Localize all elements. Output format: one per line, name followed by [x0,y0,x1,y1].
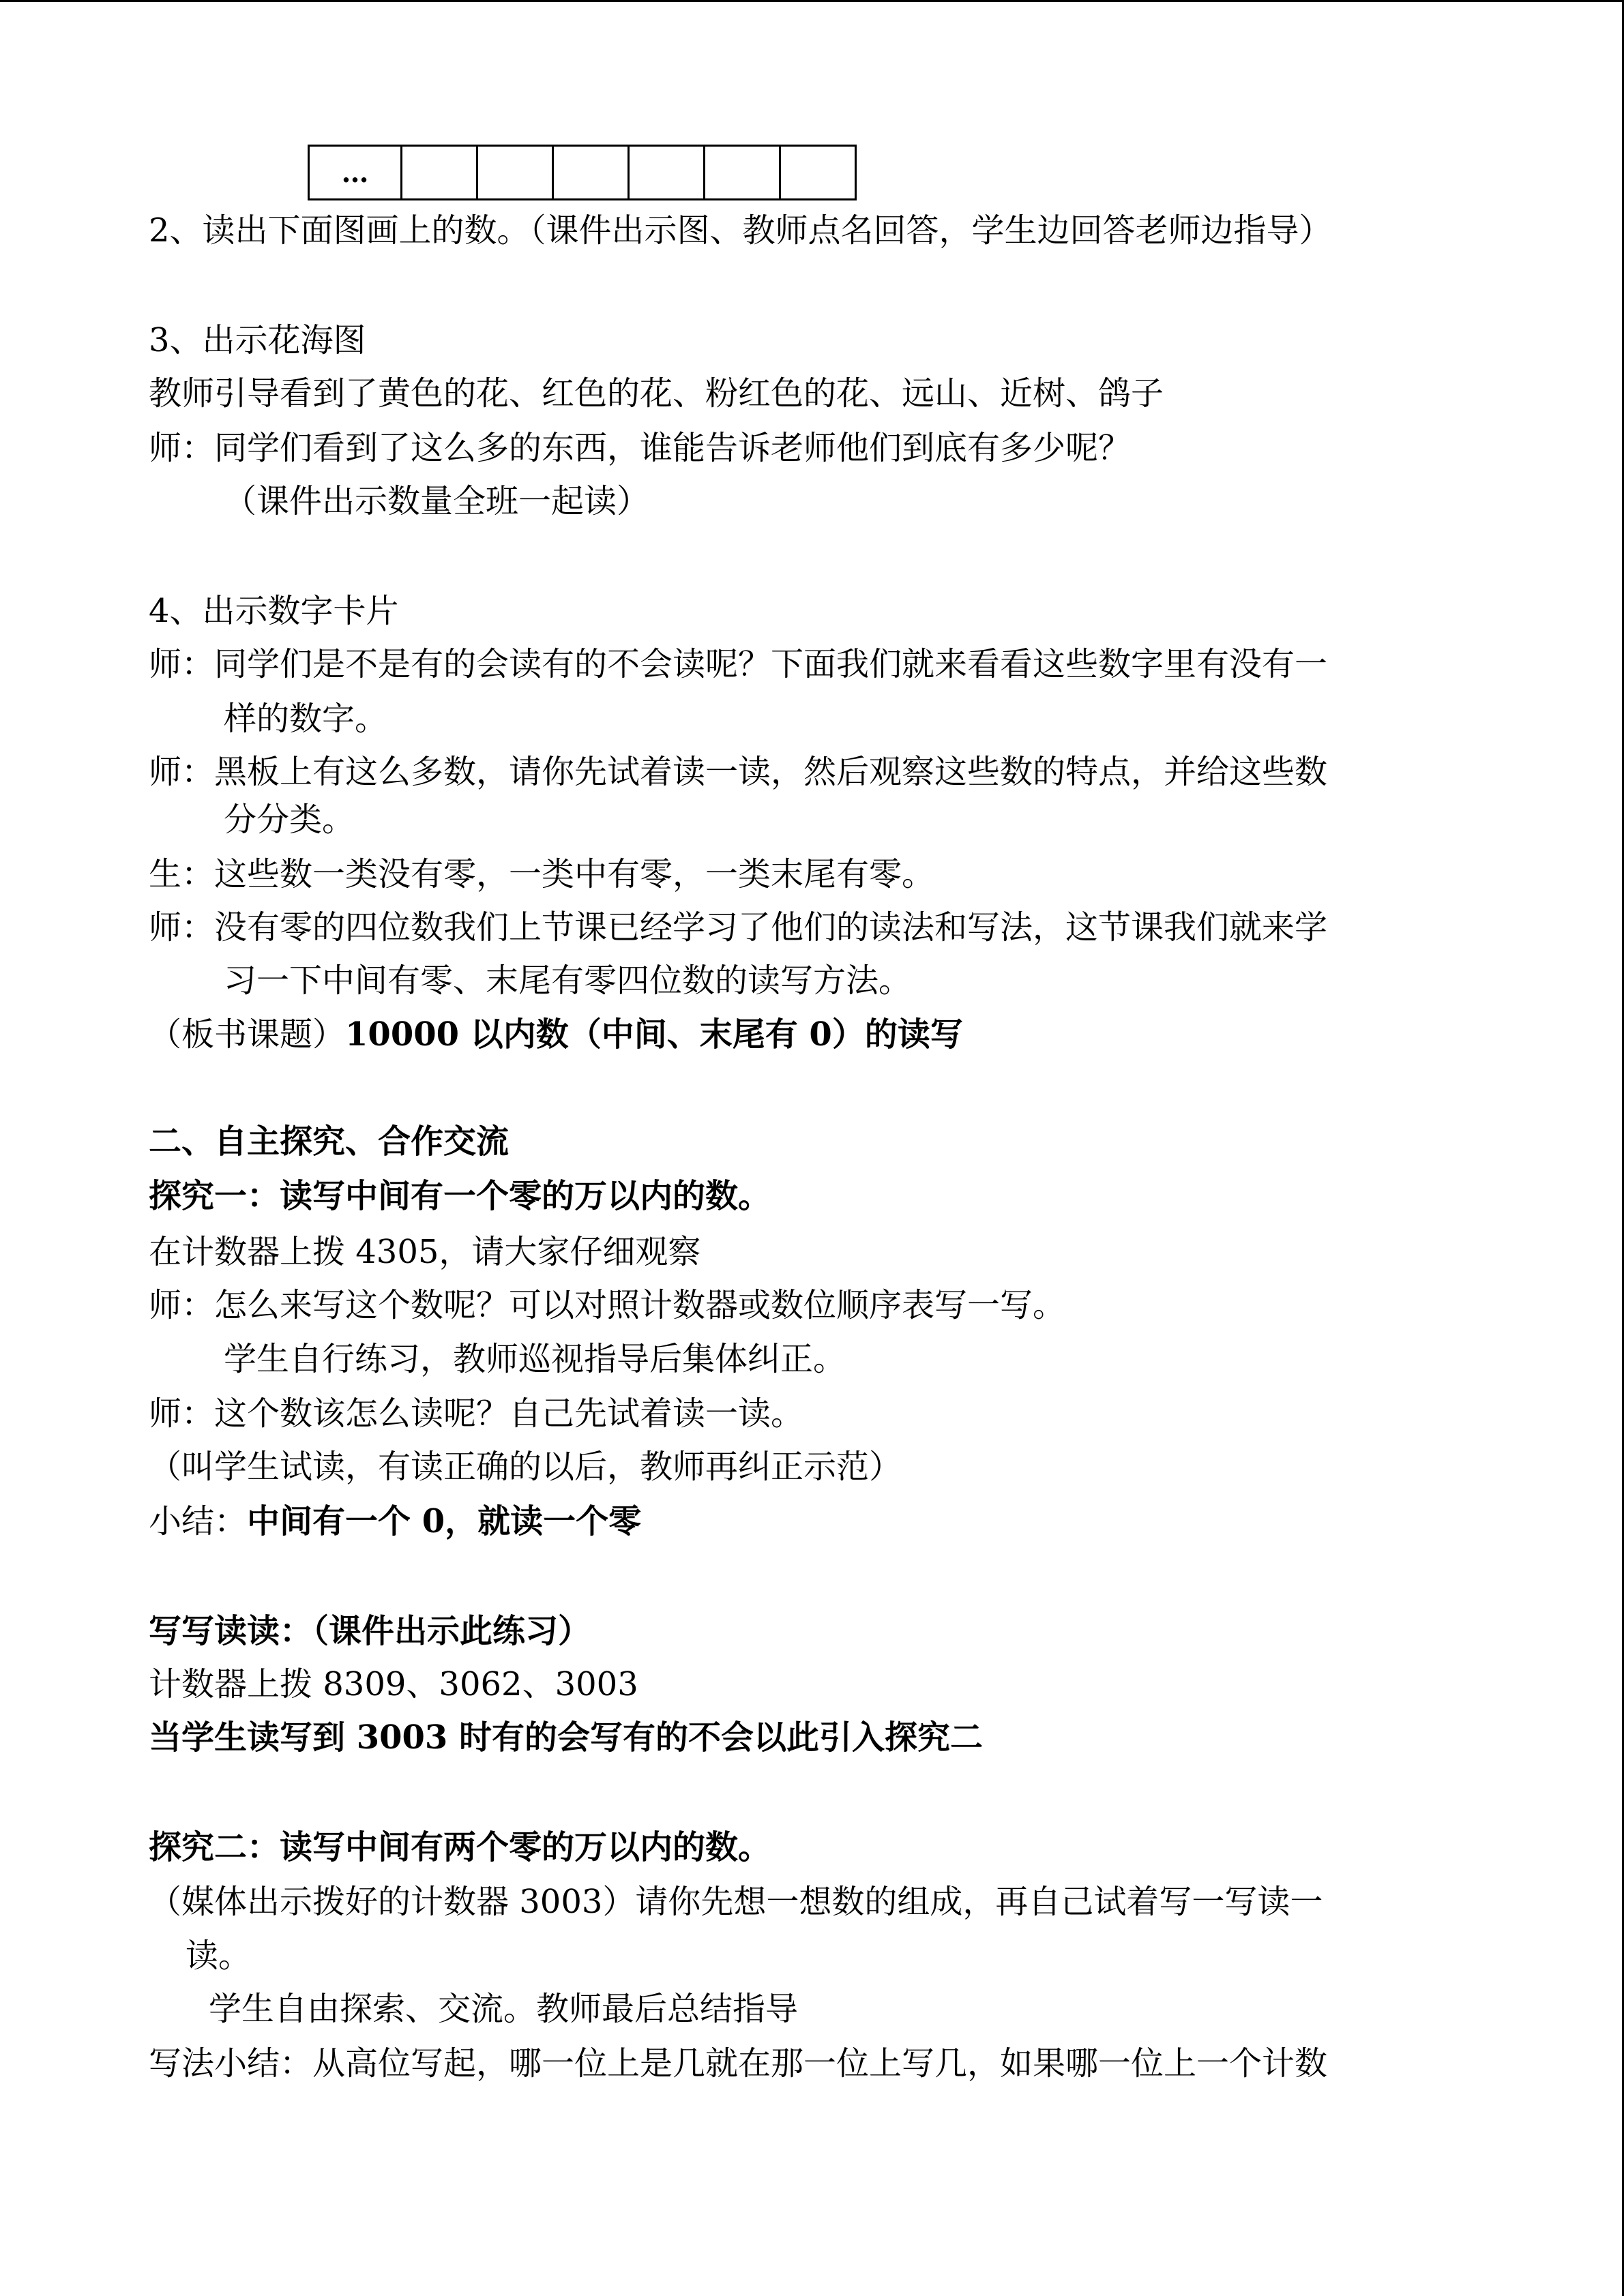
line-text: （板书课题） [149,1015,346,1054]
text-line [149,751,1327,792]
line-text: 当学生读写到 3003 时有的会写有的不会以此引入探究二 [149,1718,984,1757]
text-line [149,428,1131,468]
text-line [149,1285,1065,1326]
line-text: 学生自由探索、交流。教师最后总结指导 [209,1990,799,2028]
text-line [149,210,1332,251]
text-line [224,799,355,840]
text-line [186,1935,251,1976]
summary-text: 中间有一个 0，就读一个零 [247,1502,642,1540]
line-text: （叫学生试读，有读正确的以后，教师再纠正示范） [149,1448,902,1486]
line-text: 分分类。 [224,801,355,839]
line-text: 师：同学们是不是有的会读有的不会读呢？下面我们就来看看这些数字里有没有一 [149,645,1328,683]
lesson-title: 10000 以内数（中间、末尾有 0）的读写 [345,1015,963,1054]
line-text: 2、读出下面图画上的数。（课件出示图、教师点名回答，学生边回答老师边指导） [149,211,1332,250]
line-text: （课件出示数量全班一起读） [224,482,650,520]
place-value-cell [402,146,477,200]
place-value-table [308,145,857,200]
text-line [149,1393,803,1434]
text-line [149,1446,902,1487]
text-line [224,1339,846,1380]
line-text: 生：这些数一类没有零，一类中有零，一类末尾有零。 [149,855,935,893]
text-line [149,644,1327,685]
line-text: 学生自行练习，教师巡视指导后集体纠正。 [224,1340,846,1378]
text-line [149,1881,1323,1922]
place-value-cell [477,146,553,200]
line-text: 小结： [149,1502,248,1540]
text-line [149,1232,700,1272]
section-heading [149,1121,509,1162]
line-text: 写法小结：从高位写起，哪一位上是几就在那一位上写几，如果哪一位上一个计数 [149,2044,1328,2083]
section-heading [149,591,399,631]
line-text: 教师引导看到了黄色的花、红色的花、粉红色的花、远山、近树、鸽子 [149,374,1164,413]
place-value-cell [629,146,705,200]
line-text: 师：黑板上有这么多数，请你先试着读一读，然后观察这些数的特点，并给这些数 [149,753,1328,791]
line-text: 计数器上拨 8309、3062、3003 [149,1665,638,1703]
subsection-heading [149,1827,771,1868]
text-line [224,481,649,522]
line-text: 探究一：读写中间有一个零的万以内的数。 [149,1177,771,1215]
place-value-cell: … [309,146,402,200]
text-line [149,907,1327,948]
place-value-row [309,146,856,200]
line-text: 4、出示数字卡片 [149,592,399,630]
line-text: 师：同学们看到了这么多的东西，谁能告诉老师他们到底有多少呢？ [149,429,1132,467]
line-text: 写写读读：（课件出示此练习） [149,1612,591,1650]
line-text: 二、自主探究、合作交流 [149,1122,510,1161]
line-text: （媒体出示拨好的计数器 3003）请你先想一想数的组成，再自己试着写一写读一 [149,1883,1323,1921]
lesson-title-line [149,1014,963,1055]
place-value-cell [780,146,856,200]
place-value-cell [553,146,629,200]
line-text: 师：这个数该怎么读呢？自己先试着读一读。 [149,1395,804,1433]
line-text: 习一下中间有零、末尾有零四位数的读写方法。 [224,961,912,1000]
text-line [149,2043,1327,2084]
line-text: 样的数字。 [224,700,388,738]
subsection-heading [149,1176,771,1217]
line-text: 师：没有零的四位数我们上节课已经学习了他们的读法和写法，这节课我们就来学 [149,908,1328,946]
line-text: 3、出示花海图 [149,321,366,359]
text-line [209,1988,798,2029]
text-line [149,1717,983,1758]
section-heading [149,320,366,361]
line-text: 探究二：读写中间有两个零的万以内的数。 [149,1828,771,1866]
text-line [224,960,911,1001]
text-line [149,373,1164,414]
line-text: 读。 [186,1937,252,1975]
text-line [224,698,387,739]
text-line [149,854,934,895]
line-text: 师：怎么来写这个数呢？可以对照计数器或数位顺序表写一写。 [149,1286,1066,1324]
summary-line [149,1501,641,1542]
subsection-heading [149,1611,591,1652]
place-value-cell [705,146,780,200]
line-text: 在计数器上拨 4305，请大家仔细观察 [149,1233,701,1271]
text-line [149,1664,638,1705]
